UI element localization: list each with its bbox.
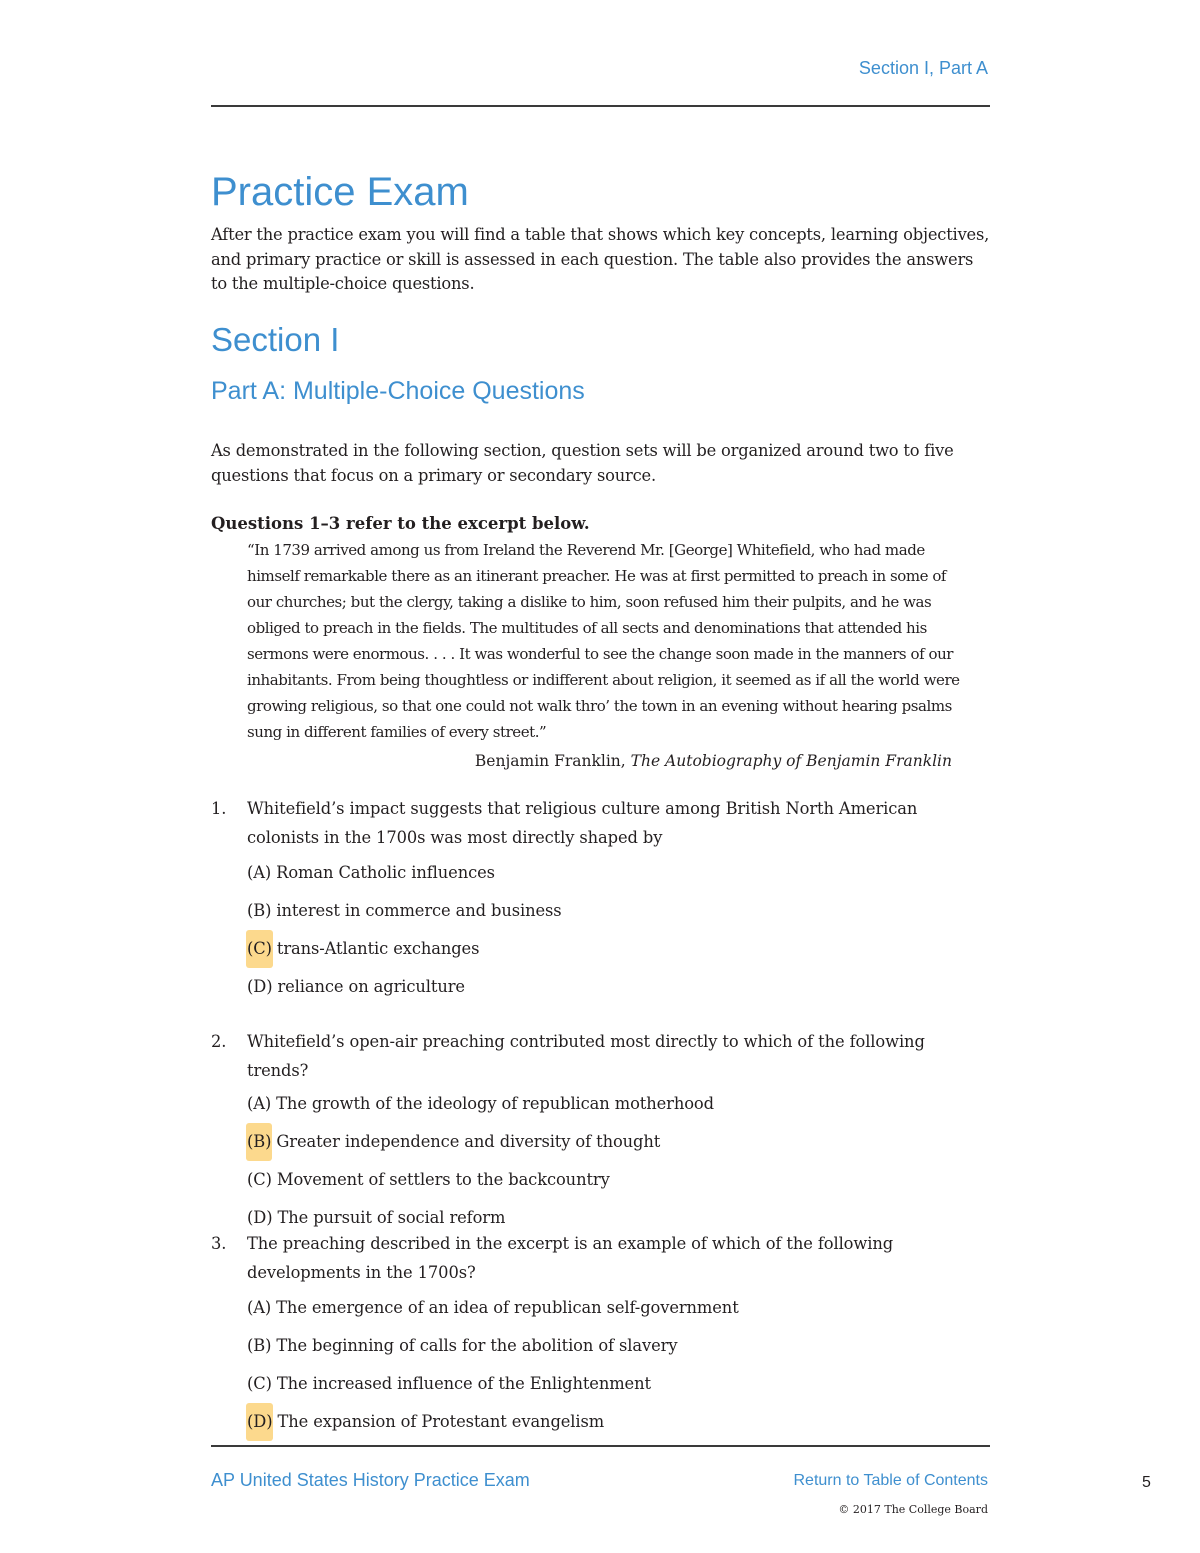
question-1 xyxy=(211,794,991,1006)
choice-d xyxy=(246,968,991,1006)
answer-choices xyxy=(211,854,991,1006)
question-stem: The preaching described in the excerpt is an example of which of the following developments in the 1700s? xyxy=(247,1234,894,1282)
section-heading: Section I xyxy=(211,321,340,358)
choice-text: The growth of the ideology of republican motherhood xyxy=(276,1094,714,1113)
question-stem: Whitefield’s impact suggests that religious culture among British North American colonists in the 1700s was most directly shaped by xyxy=(247,799,918,847)
choice-letter: (A) xyxy=(247,1094,272,1113)
choice-text: The pursuit of social reform xyxy=(277,1208,506,1227)
attribution-work: The Autobiography of Benjamin Franklin xyxy=(630,752,952,770)
choice-text: reliance on agriculture xyxy=(277,977,465,996)
header-section-label: Section I, Part A xyxy=(858,58,988,78)
choice-d xyxy=(246,1403,991,1441)
choice-letter: (D) xyxy=(247,1208,273,1227)
return-to-toc-link[interactable]: Return to Table of Contents xyxy=(793,1472,988,1489)
copyright-notice: © 2017 The College Board xyxy=(838,1503,988,1516)
correct-answer-highlight: (B) xyxy=(246,1123,272,1161)
choice-c xyxy=(246,1161,991,1199)
answer-choices xyxy=(211,1085,991,1237)
choice-c xyxy=(246,930,991,968)
part-heading: Part A: Multiple-Choice Questions xyxy=(211,377,585,405)
choice-text: interest in commerce and business xyxy=(276,901,562,920)
intro-paragraph: After the practice exam you will find a table that shows which key concepts, learning objectives, and primary practice or skill is assessed in each question. The table also provides the answers to the multiple-choice questions. xyxy=(211,225,990,293)
header-divider xyxy=(211,105,990,107)
choice-a xyxy=(246,1289,991,1327)
choice-letter: (D) xyxy=(247,977,273,996)
choice-c xyxy=(246,1365,991,1403)
choice-text: The increased influence of the Enlightenment xyxy=(276,1374,651,1393)
question-number: 1. xyxy=(211,799,227,818)
question-set-intro: Questions 1–3 refer to the excerpt below. xyxy=(211,514,590,533)
correct-answer-highlight: (C) xyxy=(246,930,273,968)
choice-text: Roman Catholic influences xyxy=(276,863,495,882)
choice-b xyxy=(246,1327,991,1365)
choice-text: Greater independence and diversity of thought xyxy=(276,1132,661,1151)
choice-text: Movement of settlers to the backcountry xyxy=(276,1170,610,1189)
choice-letter: (C) xyxy=(247,1170,272,1189)
question-stem: Whitefield’s open-air preaching contributed most directly to which of the following trends? xyxy=(247,1032,925,1080)
page-title: Practice Exam xyxy=(211,170,469,214)
footer-exam-title: AP United States History Practice Exam xyxy=(211,1470,530,1490)
choice-b xyxy=(246,1123,991,1161)
excerpt-attribution xyxy=(475,748,952,774)
choice-text: The beginning of calls for the abolition of slavery xyxy=(276,1336,678,1355)
source-excerpt: “In 1739 arrived among us from Ireland the Reverend Mr. [George] Whitefield, who had made himself remarkable there as an itinerant preacher. He was at first permitted to preach in some of our churches; but the clergy, taking a dislike to him, soon refused him their pulpits, and he was obliged to preach in the fields. The multitudes of all sects and denominations that attended his sermons were enormous. . . . It was wonderful to see the change soon made in the manners of our inhabitants. From being thoughtless or indifferent about religion, it seemed as if all the world were growing religious, so that one could not walk thro’ the town in an evening without hearing psalms sung in different families of every street.” xyxy=(247,541,960,741)
question-3 xyxy=(211,1229,991,1441)
choice-letter: (B) xyxy=(247,901,272,920)
choice-a xyxy=(246,854,991,892)
choice-letter: (B) xyxy=(247,1336,272,1355)
choice-text: The emergence of an idea of republican self-government xyxy=(276,1298,739,1317)
choice-letter: (A) xyxy=(247,863,272,882)
correct-answer-highlight: (D) xyxy=(246,1403,273,1441)
question-number: 3. xyxy=(211,1234,227,1253)
choice-a xyxy=(246,1085,991,1123)
choice-letter: (C) xyxy=(247,1374,272,1393)
choice-b xyxy=(246,892,991,930)
attribution-author: Benjamin Franklin, xyxy=(474,752,631,770)
question-number: 2. xyxy=(211,1032,227,1051)
footer-divider xyxy=(211,1445,990,1447)
page-number: 5 xyxy=(1142,1474,1151,1491)
question-2 xyxy=(211,1027,991,1237)
choice-text: trans-Atlantic exchanges xyxy=(276,939,480,958)
choice-text: The expansion of Protestant evangelism xyxy=(277,1412,605,1431)
answer-choices xyxy=(211,1289,991,1441)
section-description: As demonstrated in the following section, question sets will be organized around two to five questions that focus on a primary or secondary source. xyxy=(211,441,954,485)
choice-letter: (A) xyxy=(247,1298,272,1317)
